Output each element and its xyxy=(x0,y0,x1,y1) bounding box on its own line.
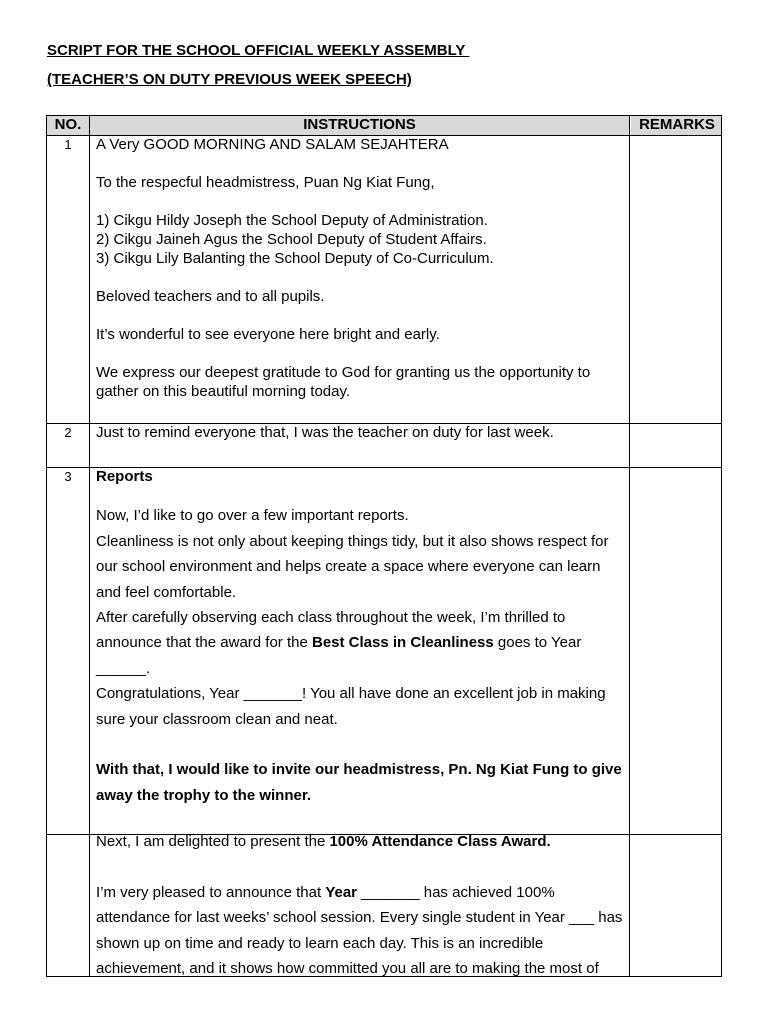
deputy-3: 3) Cikgu Lily Balanting the School Deputy of Co-Curriculum. xyxy=(96,250,494,267)
header-no: NO. xyxy=(47,116,89,135)
row-number: 1 xyxy=(64,137,72,152)
welcome-line: It’s wonderful to see everyone here bright and early. xyxy=(96,326,440,343)
duty-reminder: Just to remind everyone that, I was the teacher on duty for last week. xyxy=(96,424,554,441)
row-1-text xyxy=(96,135,628,401)
attendance-year: Year xyxy=(325,883,358,901)
cleanliness-text: Cleanliness is not only about keeping things tidy, but it also shows respect for our school environment and helps create a space where everyone can learn and feel comfortable. xyxy=(96,532,609,601)
row-number: 3 xyxy=(64,469,72,484)
row-4-text xyxy=(96,829,628,977)
attendance-text-c: _______ has achieved 100% attendance for last weeks’ school session. Every single student in Year ___ has shown up on time and ready to learn each day. This is an incredible achievement, and it shows how committed you all are to making the most of xyxy=(96,883,623,977)
greeting: A Very GOOD MORNING AND SALAM SEJAHTERA xyxy=(96,136,449,153)
congratulations-text: Congratulations, Year _______! You all have done an excellent job in making sure your classroom clean and neat. xyxy=(96,685,606,728)
assembly-script-table xyxy=(46,115,722,977)
document-subtitle: (TEACHER’S ON DUTY PREVIOUS WEEK SPEECH) xyxy=(47,71,412,88)
award-name: Best Class in Cleanliness xyxy=(311,634,494,652)
cleanliness-award-text xyxy=(96,605,628,681)
address-headmistress: To the respecful headmistress, Puan Ng Kiat Fung, xyxy=(96,174,435,191)
row-number: 2 xyxy=(64,425,72,440)
row-2-text xyxy=(96,423,628,442)
attendance-intro-a: Next, I am delighted to present the xyxy=(96,833,330,850)
invite-headmistress: With that, I would like to invite our headmistress, Pn. Ng Kiat Fung to give away the trophy to the winner. xyxy=(96,761,622,804)
attendance-intro xyxy=(96,829,628,854)
document-title: SCRIPT FOR THE SCHOOL OFFICIAL WEEKLY ASSEMBLY xyxy=(47,42,470,59)
row-3-text xyxy=(96,464,628,808)
deputy-1: 1) Cikgu Hildy Joseph the School Deputy of Administration. xyxy=(96,212,488,229)
header-instructions: INSTRUCTIONS xyxy=(90,116,629,135)
reports-heading: Reports xyxy=(96,468,153,485)
attendance-text xyxy=(96,880,628,977)
deputy-2: 2) Cikgu Jaineh Agus the School Deputy of Student Affairs. xyxy=(96,231,487,248)
header-remarks: REMARKS xyxy=(631,116,722,135)
reports-intro: Now, I’d like to go over a few important reports. xyxy=(96,507,409,525)
gratitude-line: We express our deepest gratitude to God for granting us the opportunity to gather on this beautiful morning today. xyxy=(96,364,591,400)
award-text-a: After carefully observing each class throughout the week, I’m thrilled to announce that the award for the xyxy=(96,609,566,652)
award-text-c: goes to Year ______. xyxy=(96,634,582,677)
attendance-award-name: 100% Attendance Class Award. xyxy=(329,833,551,850)
address-teachers: Beloved teachers and to all pupils. xyxy=(96,288,325,305)
attendance-text-a: I’m very pleased to announce that xyxy=(96,883,326,901)
column-divider xyxy=(629,116,630,976)
column-divider xyxy=(89,116,90,976)
